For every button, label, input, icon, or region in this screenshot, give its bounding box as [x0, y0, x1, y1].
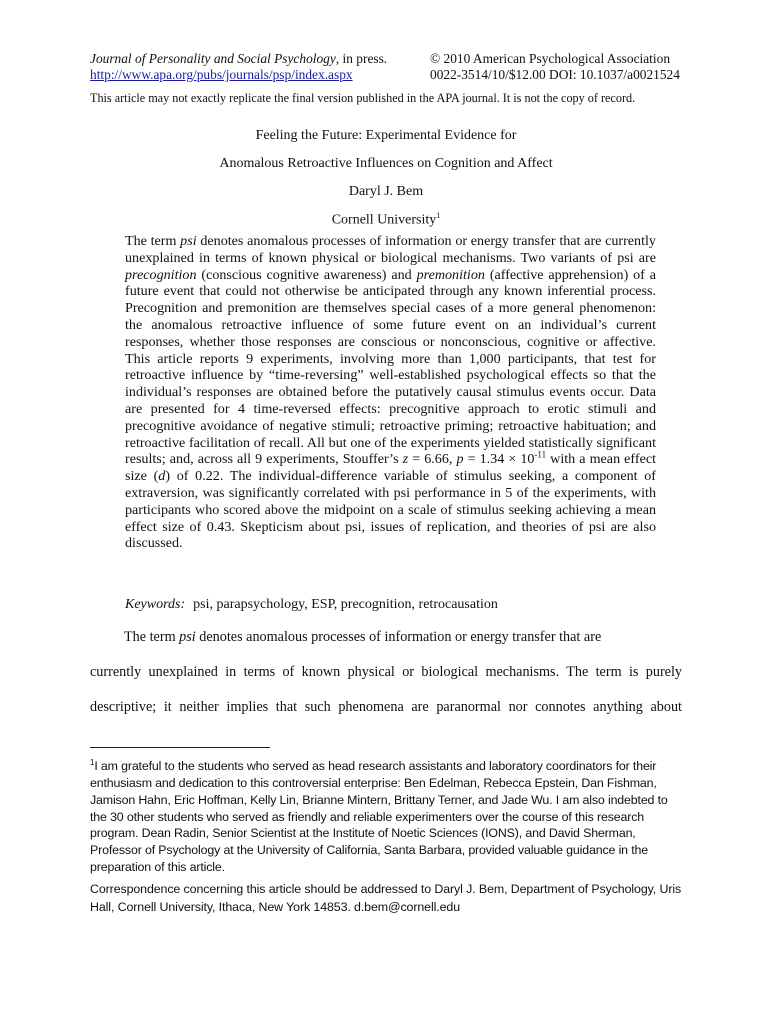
body-text: denotes anomalous processes of information or energy transfer that are: [195, 629, 602, 645]
footnote-mark: 1: [90, 758, 95, 767]
abstract-text: = 6.66,: [408, 451, 457, 468]
copy-of-record-disclaimer: This article may not exactly replicate the final version published in the APA journal. It is not the copy of record.: [90, 91, 636, 105]
abstract-text: = 1.34 × 10: [463, 451, 535, 468]
copyright-notice: © 2010 American Psychological Association: [430, 51, 671, 66]
affiliation-text: Cornell University: [331, 212, 437, 228]
journal-url-link[interactable]: http://www.apa.org/pubs/journals/psp/index.aspx: [90, 67, 353, 82]
journal-citation: [90, 51, 387, 67]
abstract-text: with a mean effect size (: [125, 451, 656, 485]
author-affiliation: [90, 207, 682, 230]
keywords-list: psi, parapsychology, ESP, precognition, retrocausation: [193, 597, 498, 612]
abstract-text: ) of 0.22. The individual-difference variable of stimulus seeking, a component of extraversion, was significantly correlated with psi performance in 5 of the experiments, with participants who scored above the midpoint on a scale of stimulus seeking achieving a mean effect size of 0.43. Skepticism about psi, issues of replication, and theories of psi are also discussed.: [125, 468, 656, 552]
body-term-psi: psi: [179, 629, 196, 645]
body-text-line: [90, 628, 682, 646]
abstract-stat-d: d: [158, 468, 166, 485]
paper-title-line-1: Feeling the Future: Experimental Evidence for: [255, 128, 517, 143]
abstract: [125, 233, 656, 552]
abstract-text: denotes anomalous processes of information or energy transfer that are currently unexplained in terms of known physical or biological mechanisms. Two variants of psi are: [125, 233, 656, 266]
body-text-line: descriptive; it neither implies that such phenomena are paranormal nor connotes anything about: [90, 699, 682, 715]
journal-status: , in press.: [335, 51, 388, 66]
body-text: The term: [124, 629, 180, 645]
abstract-term-precognition: precognition: [125, 266, 197, 283]
keywords-label: Keywords:: [125, 597, 186, 612]
abstract-text: (conscious cognitive awareness) and: [196, 266, 417, 283]
correspondence-note: Correspondence concerning this article should be addressed to Daryl J. Bem, Department of Psychology, Uris Hall, Cornell University, Ithaca, New York 14853. d.bem@cornell.edu: [90, 882, 682, 914]
body-text-line: currently unexplained in terms of known physical or biological mechanisms. The term is purely: [90, 664, 682, 680]
paper-title-line-2: Anomalous Retroactive Influences on Cognition and Affect: [219, 156, 553, 171]
abstract-text: The term: [125, 233, 181, 249]
affiliation-footnote-mark: 1: [436, 211, 441, 220]
abstract-term-psi: psi: [180, 233, 197, 249]
abstract-exponent: -11: [534, 449, 547, 460]
abstract-term-premonition: premonition: [416, 266, 485, 283]
acknowledgment-footnote: [90, 755, 682, 876]
abstract-text: (affective apprehension) of a future event that could not otherwise be anticipated through any known inferential process. Precognition and premonition are themselves special cases of a more general phenomenon: the anomalous retroactive influence of some future event on an individual’s current responses, whether those responses are conscious or nonconscious, cognitive or affective. This article reports 9 experiments, involving more than 1,000 participants, that test for retroactive influence by “time-reversing” well-established psychological effects so that the individual’s responses are obtained before the putatively causal stimulus events occur. Data are presented for 4 time-reversed effects: precognitive approach to erotic stimuli and precognitive avoidance of negative stimuli; retroactive priming; retroactive habituation; and retroactive facilitation of recall. All but one of the experiments yielded statistically significant results; and, across all 9 experiments, Stouffer’s: [125, 266, 656, 468]
journal-name: Journal of Personality and Social Psychology: [90, 51, 336, 66]
doi-identifiers: 0022-3514/10/$12.00 DOI: 10.1037/a0021524: [430, 67, 680, 82]
abstract-stat-p: p: [456, 451, 464, 468]
footnote-text: I am grateful to the students who served as head research assistants and laboratory coordinators for their enthusiasm and dedication to this controversial enterprise: Ben Edelman, Rebecca Epstein, Dan Fishman, Jamison Hahn, Eric Hoffman, Kelly Lin, Brianne Mintern, Brittany Terner, and Jade Wu. I am also indebted to the 30 other students who served as friendly and reliable experimenters over the course of this research program. Dean Radin, Senior Scientist at the Institute of Noetic Sciences (IONS), and David Sherman, Professor of Psychology at the University of California, Santa Barbara, provided valuable guidance in the preparation of this article.: [90, 759, 668, 874]
footnote-divider: [90, 747, 270, 748]
abstract-stat-z: z: [402, 451, 409, 468]
keywords-line: [125, 596, 498, 614]
author-name: Daryl J. Bem: [348, 184, 424, 199]
